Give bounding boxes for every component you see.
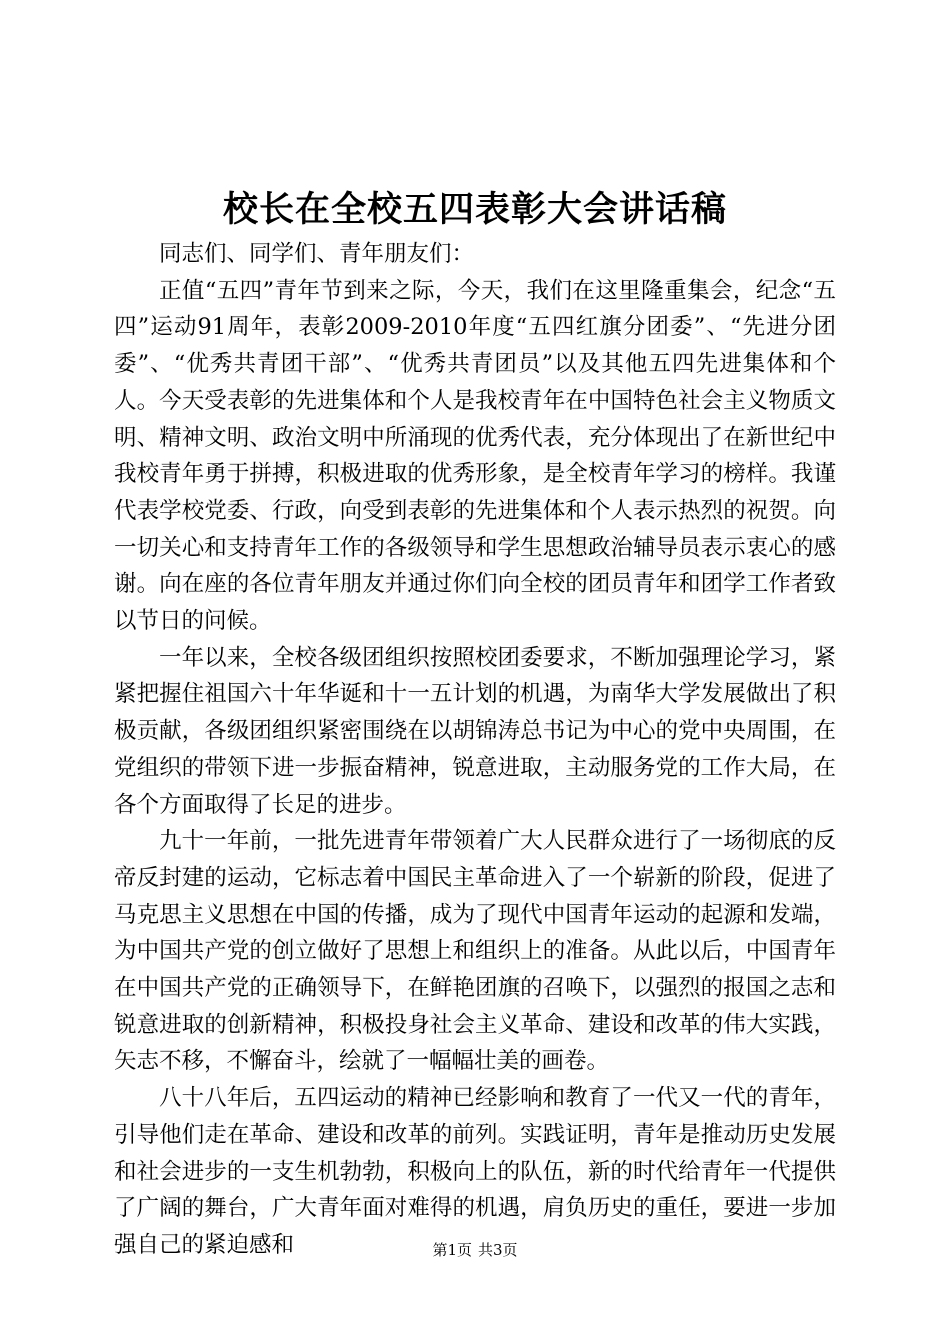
document-title: 校长在全校五四表彰大会讲话稿 (222, 190, 727, 230)
body-paragraph: 一年以来，全校各级团组织按照校团委要求，不断加强理论学习，紧紧把握住祖国六十年华诞和十一五计划的机遇，为南华大学发展做出了积极贡献，各级团组织紧密围绕在以胡锦涛总书记为中心的党中央周围，在党组织的带领下进一步振奋精神，锐意进取，主动服务党的工作大局，在各个方面取得了长足的进步。 (114, 644, 836, 818)
body-paragraph: 九十一年前，一批先进青年带领着广大人民群众进行了一场彻底的反帝反封建的运动，它标志着中国民主革命进入了一个崭新的阶段，促进了马克思主义思想在中国的传播，成为了现代中国青年运动的起源和发端，为中国共产党的创立做好了思想上和组织上的准备。从此以后，中国青年在中国共产党的正确领导下，在鲜艳团旗的召唤下，以强烈的报国之志和锐意进取的创新精神，积极投身社会主义革命、建设和改革的伟大实践，矢志不移，不懈奋斗，绘就了一幅幅壮美的画卷。 (114, 828, 836, 1075)
page-number: 第1页 (432, 1241, 472, 1259)
body-paragraph: 正值“五四”青年节到来之际，今天，我们在这里隆重集会，纪念“五四”运动91周年，表彰2009-2010年度“五四红旗分团委”、“先进分团委”、“优秀共青团干部”、“优秀共青团员”以及其他五四先进集体和个人。今天受表彰的先进集体和个人是我校青年在中国特色社会主义物质文明、精神文明、政治文明中所涌现的优秀代表，充分体现出了在新世纪中我校青年勇于拼搏，积极进取的优秀形象，是全校青年学习的榜样。我谨代表学校党委、行政，向受到表彰的先进集体和个人表示热烈的祝贺。向一切关心和支持青年工作的各级领导和学生思想政治辅导员表示衷心的感谢。向在座的各位青年朋友并通过你们向全校的团员青年和团学工作者致以节日的问候。 (114, 277, 836, 635)
body-paragraph: 八十八年后，五四运动的精神已经影响和教育了一代又一代的青年，引导他们走在革命、建设和改革的前列。实践证明，青年是推动历史发展和社会进步的一支生机勃勃，积极向上的队伍，新的时代给青年一代提供了广阔的舞台，广大青年面对难得的机遇，肩负历史的重任，要进一步加强自己的紧迫感和 (114, 1085, 836, 1258)
document-body (114, 236, 836, 1264)
page-footer (0, 1240, 950, 1260)
page-total: 共3页 (478, 1241, 518, 1259)
salutation-paragraph: 同志们、同学们、青年朋友们： (159, 241, 475, 267)
